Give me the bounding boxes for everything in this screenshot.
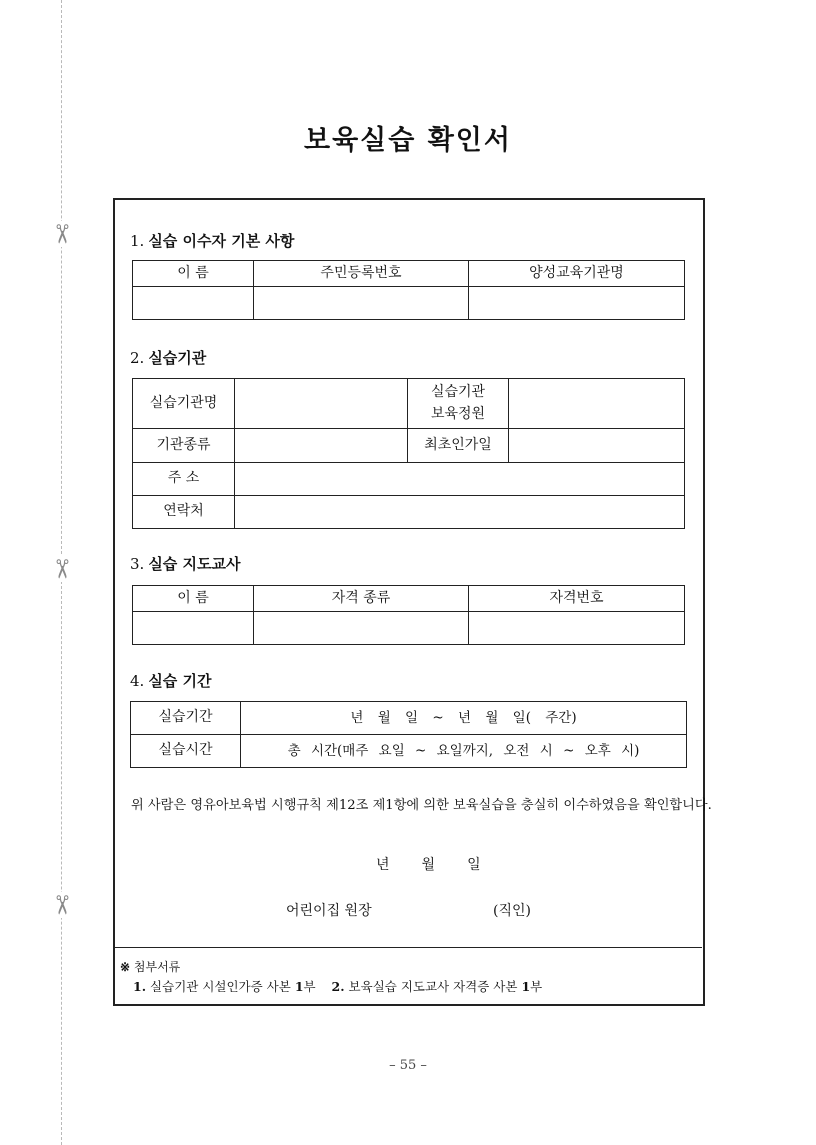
attachments-heading: [120, 958, 180, 975]
contact-field[interactable]: [235, 496, 685, 529]
institution-name-label: 실습기관명: [133, 379, 235, 429]
supervisor-name-field[interactable]: [133, 612, 254, 645]
attachment-1-text: 실습기관 시설인가증 사본: [150, 979, 291, 994]
first-approval-date-label: 최초인가일: [408, 429, 509, 463]
institution-type-label: 기관종류: [133, 429, 235, 463]
reference-mark-icon: ※: [120, 960, 131, 974]
scissors-icon: ✂: [45, 556, 77, 582]
attachment-2-unit: 부: [530, 979, 543, 994]
supervisor-name-header: 이 름: [133, 586, 254, 612]
page-number: – 55 –: [389, 1058, 427, 1073]
qualification-number-header: 자격번호: [469, 586, 685, 612]
address-label: 주 소: [133, 463, 235, 496]
scissors-icon: ✂: [45, 892, 77, 918]
date-line: [376, 854, 513, 874]
attachment-1-number: 1.: [133, 979, 147, 994]
section-1-title: [130, 230, 294, 251]
period-field[interactable]: [241, 702, 687, 735]
qualification-type-field[interactable]: [254, 612, 469, 645]
capacity-label: [408, 379, 509, 429]
institution-table: [132, 378, 685, 529]
section-3-number: 3.: [130, 555, 145, 573]
qualification-number-field[interactable]: [469, 612, 685, 645]
section-3-label: 실습 지도교사: [148, 555, 241, 573]
attachments-list: [133, 977, 542, 995]
section-4-title: [130, 670, 212, 691]
trainee-info-table: [132, 260, 685, 320]
official-seal-placeholder: (직인): [493, 903, 531, 919]
capacity-label-line2: 보육정원: [430, 405, 486, 422]
attachments-heading-text: 첨부서류: [133, 960, 181, 974]
section-2-title: [130, 347, 206, 368]
supervisor-table: [132, 585, 685, 645]
trainee-rrn-field[interactable]: [254, 287, 469, 320]
attachment-1-count: 1: [294, 979, 304, 994]
capacity-field[interactable]: [509, 379, 685, 429]
institution-name-field[interactable]: [235, 379, 408, 429]
section-4-label: 실습 기간: [148, 672, 212, 690]
attachment-2-number: 2.: [331, 979, 345, 994]
training-period-table: [130, 701, 687, 768]
hours-text: 총 시간(매주 요일 ~ 요일까지, 오전 시 ~ 오후 시): [287, 742, 640, 759]
trainee-rrn-header: 주민등록번호: [254, 261, 469, 287]
attachments-divider: [114, 947, 702, 948]
attachment-2-text: 보육실습 지도교사 자격증 사본: [348, 979, 518, 994]
institution-type-field[interactable]: [235, 429, 408, 463]
training-institution-header: 양성교육기관명: [469, 261, 685, 287]
qualification-type-header: 자격 종류: [254, 586, 469, 612]
date-month: 월: [421, 857, 436, 873]
hours-field[interactable]: [241, 735, 687, 768]
scissors-icon: ✂: [45, 221, 77, 247]
attachment-2-count: 1: [521, 979, 531, 994]
section-2-label: 실습기관: [148, 349, 207, 367]
director-title: 어린이집 원장: [286, 903, 372, 919]
period-label: 실습기간: [131, 702, 241, 735]
period-text: 년 월 일 ~ 년 월 일( 주간): [350, 709, 577, 726]
address-field[interactable]: [235, 463, 685, 496]
trainee-name-field[interactable]: [133, 287, 254, 320]
confirmation-statement: 위 사람은 영유아보육법 시행규칙 제12조 제1항에 의한 보육실습을 충실히 이수하였음을 확인합니다.: [131, 798, 712, 813]
training-institution-field[interactable]: [469, 287, 685, 320]
section-3-title: [130, 553, 240, 574]
date-year: 년: [376, 857, 390, 873]
date-day: 일: [467, 857, 481, 873]
page-title: 보육실습 확인서: [304, 125, 512, 156]
section-2-number: 2.: [130, 349, 145, 367]
first-approval-date-field[interactable]: [509, 429, 685, 463]
hours-label: 실습시간: [131, 735, 241, 768]
trainee-name-header: 이 름: [133, 261, 254, 287]
capacity-label-line1: 실습기관: [430, 383, 486, 400]
section-1-label: 실습 이수자 기본 사항: [148, 232, 295, 250]
contact-label: 연락처: [133, 496, 235, 529]
section-1-number: 1.: [130, 232, 145, 250]
section-4-number: 4.: [130, 672, 145, 690]
attachment-1-unit: 부: [303, 979, 316, 994]
